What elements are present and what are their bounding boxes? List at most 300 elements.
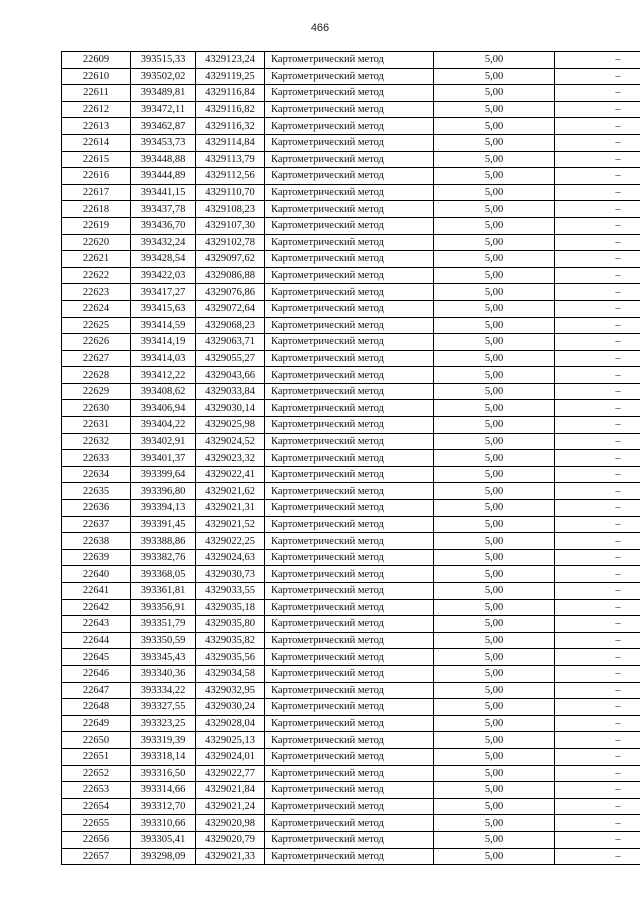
x-coordinate-cell: 393453,73 <box>131 134 196 151</box>
note-cell: – <box>555 184 640 201</box>
accuracy-cell: 5,00 <box>434 151 555 168</box>
method-cell: Картометрический метод <box>265 665 434 682</box>
y-coordinate-cell: 4329102,78 <box>196 234 265 251</box>
method-cell: Картометрический метод <box>265 184 434 201</box>
accuracy-cell: 5,00 <box>434 367 555 384</box>
table-row <box>62 748 640 765</box>
method-cell: Картометрический метод <box>265 699 434 716</box>
y-coordinate-cell: 4329021,62 <box>196 483 265 500</box>
y-coordinate-cell: 4329097,62 <box>196 251 265 268</box>
accuracy-cell: 5,00 <box>434 649 555 666</box>
coordinates-table-body <box>62 52 640 865</box>
point-number-cell: 22625 <box>62 317 131 334</box>
method-cell: Картометрический метод <box>265 848 434 865</box>
point-number-cell: 22631 <box>62 417 131 434</box>
table-row <box>62 815 640 832</box>
y-coordinate-cell: 4329025,98 <box>196 417 265 434</box>
table-row <box>62 632 640 649</box>
note-cell: – <box>555 101 640 118</box>
accuracy-cell: 5,00 <box>434 549 555 566</box>
x-coordinate-cell: 393396,80 <box>131 483 196 500</box>
note-cell: – <box>555 815 640 832</box>
point-number-cell: 22654 <box>62 798 131 815</box>
point-number-cell: 22610 <box>62 68 131 85</box>
y-coordinate-cell: 4329108,23 <box>196 201 265 218</box>
y-coordinate-cell: 4329086,88 <box>196 267 265 284</box>
x-coordinate-cell: 393388,86 <box>131 533 196 550</box>
point-number-cell: 22642 <box>62 599 131 616</box>
point-number-cell: 22617 <box>62 184 131 201</box>
table-row <box>62 599 640 616</box>
table-row <box>62 616 640 633</box>
x-coordinate-cell: 393437,78 <box>131 201 196 218</box>
note-cell: – <box>555 400 640 417</box>
method-cell: Картометрический метод <box>265 251 434 268</box>
accuracy-cell: 5,00 <box>434 118 555 135</box>
y-coordinate-cell: 4329025,13 <box>196 732 265 749</box>
accuracy-cell: 5,00 <box>434 317 555 334</box>
point-number-cell: 22615 <box>62 151 131 168</box>
x-coordinate-cell: 393414,03 <box>131 350 196 367</box>
point-number-cell: 22622 <box>62 267 131 284</box>
accuracy-cell: 5,00 <box>434 682 555 699</box>
y-coordinate-cell: 4329024,01 <box>196 748 265 765</box>
table-row <box>62 52 640 69</box>
x-coordinate-cell: 393394,13 <box>131 500 196 517</box>
y-coordinate-cell: 4329030,24 <box>196 699 265 716</box>
x-coordinate-cell: 393402,91 <box>131 433 196 450</box>
note-cell: – <box>555 583 640 600</box>
point-number-cell: 22619 <box>62 217 131 234</box>
x-coordinate-cell: 393515,33 <box>131 52 196 69</box>
table-row <box>62 649 640 666</box>
method-cell: Картометрический метод <box>265 217 434 234</box>
x-coordinate-cell: 393441,15 <box>131 184 196 201</box>
accuracy-cell: 5,00 <box>434 267 555 284</box>
y-coordinate-cell: 4329068,23 <box>196 317 265 334</box>
note-cell: – <box>555 549 640 566</box>
accuracy-cell: 5,00 <box>434 251 555 268</box>
method-cell: Картометрический метод <box>265 367 434 384</box>
table-row <box>62 665 640 682</box>
method-cell: Картометрический метод <box>265 798 434 815</box>
table-row <box>62 151 640 168</box>
x-coordinate-cell: 393310,66 <box>131 815 196 832</box>
table-row <box>62 466 640 483</box>
table-row <box>62 118 640 135</box>
accuracy-cell: 5,00 <box>434 234 555 251</box>
point-number-cell: 22632 <box>62 433 131 450</box>
y-coordinate-cell: 4329110,70 <box>196 184 265 201</box>
note-cell: – <box>555 383 640 400</box>
table-row <box>62 234 640 251</box>
point-number-cell: 22620 <box>62 234 131 251</box>
accuracy-cell: 5,00 <box>434 68 555 85</box>
y-coordinate-cell: 4329035,18 <box>196 599 265 616</box>
method-cell: Картометрический метод <box>265 101 434 118</box>
x-coordinate-cell: 393401,37 <box>131 450 196 467</box>
x-coordinate-cell: 393417,27 <box>131 284 196 301</box>
accuracy-cell: 5,00 <box>434 732 555 749</box>
note-cell: – <box>555 848 640 865</box>
accuracy-cell: 5,00 <box>434 566 555 583</box>
x-coordinate-cell: 393412,22 <box>131 367 196 384</box>
accuracy-cell: 5,00 <box>434 350 555 367</box>
note-cell: – <box>555 765 640 782</box>
y-coordinate-cell: 4329107,30 <box>196 217 265 234</box>
x-coordinate-cell: 393502,02 <box>131 68 196 85</box>
method-cell: Картометрический метод <box>265 466 434 483</box>
x-coordinate-cell: 393314,66 <box>131 782 196 799</box>
accuracy-cell: 5,00 <box>434 450 555 467</box>
point-number-cell: 22635 <box>62 483 131 500</box>
accuracy-cell: 5,00 <box>434 782 555 799</box>
point-number-cell: 22621 <box>62 251 131 268</box>
note-cell: – <box>555 52 640 69</box>
note-cell: – <box>555 466 640 483</box>
table-row <box>62 168 640 185</box>
y-coordinate-cell: 4329033,84 <box>196 383 265 400</box>
coordinates-table <box>61 51 640 865</box>
x-coordinate-cell: 393334,22 <box>131 682 196 699</box>
x-coordinate-cell: 393316,50 <box>131 765 196 782</box>
y-coordinate-cell: 4329113,79 <box>196 151 265 168</box>
x-coordinate-cell: 393462,87 <box>131 118 196 135</box>
x-coordinate-cell: 393318,14 <box>131 748 196 765</box>
table-row <box>62 682 640 699</box>
x-coordinate-cell: 393350,59 <box>131 632 196 649</box>
method-cell: Картометрический метод <box>265 118 434 135</box>
method-cell: Картометрический метод <box>265 715 434 732</box>
point-number-cell: 22630 <box>62 400 131 417</box>
accuracy-cell: 5,00 <box>434 665 555 682</box>
y-coordinate-cell: 4329035,56 <box>196 649 265 666</box>
x-coordinate-cell: 393327,55 <box>131 699 196 716</box>
method-cell: Картометрический метод <box>265 134 434 151</box>
accuracy-cell: 5,00 <box>434 583 555 600</box>
accuracy-cell: 5,00 <box>434 848 555 865</box>
y-coordinate-cell: 4329022,41 <box>196 466 265 483</box>
x-coordinate-cell: 393408,62 <box>131 383 196 400</box>
table-row <box>62 516 640 533</box>
point-number-cell: 22636 <box>62 500 131 517</box>
y-coordinate-cell: 4329020,79 <box>196 831 265 848</box>
method-cell: Картометрический метод <box>265 831 434 848</box>
note-cell: – <box>555 267 640 284</box>
x-coordinate-cell: 393414,59 <box>131 317 196 334</box>
method-cell: Картометрический метод <box>265 151 434 168</box>
table-row <box>62 217 640 234</box>
note-cell: – <box>555 217 640 234</box>
y-coordinate-cell: 4329021,33 <box>196 848 265 865</box>
accuracy-cell: 5,00 <box>434 134 555 151</box>
method-cell: Картометрический метод <box>265 732 434 749</box>
note-cell: – <box>555 566 640 583</box>
table-row <box>62 583 640 600</box>
accuracy-cell: 5,00 <box>434 798 555 815</box>
point-number-cell: 22650 <box>62 732 131 749</box>
note-cell: – <box>555 334 640 351</box>
note-cell: – <box>555 433 640 450</box>
method-cell: Картометрический метод <box>265 748 434 765</box>
y-coordinate-cell: 4329033,55 <box>196 583 265 600</box>
x-coordinate-cell: 393345,43 <box>131 649 196 666</box>
accuracy-cell: 5,00 <box>434 184 555 201</box>
accuracy-cell: 5,00 <box>434 466 555 483</box>
accuracy-cell: 5,00 <box>434 85 555 102</box>
note-cell: – <box>555 699 640 716</box>
point-number-cell: 22616 <box>62 168 131 185</box>
x-coordinate-cell: 393444,89 <box>131 168 196 185</box>
x-coordinate-cell: 393323,25 <box>131 715 196 732</box>
y-coordinate-cell: 4329063,71 <box>196 334 265 351</box>
table-row <box>62 300 640 317</box>
table-row <box>62 317 640 334</box>
method-cell: Картометрический метод <box>265 616 434 633</box>
y-coordinate-cell: 4329055,27 <box>196 350 265 367</box>
y-coordinate-cell: 4329116,32 <box>196 118 265 135</box>
point-number-cell: 22646 <box>62 665 131 682</box>
point-number-cell: 22641 <box>62 583 131 600</box>
point-number-cell: 22645 <box>62 649 131 666</box>
method-cell: Картометрический метод <box>265 383 434 400</box>
point-number-cell: 22657 <box>62 848 131 865</box>
accuracy-cell: 5,00 <box>434 632 555 649</box>
note-cell: – <box>555 350 640 367</box>
y-coordinate-cell: 4329021,24 <box>196 798 265 815</box>
method-cell: Картометрический метод <box>265 317 434 334</box>
accuracy-cell: 5,00 <box>434 334 555 351</box>
x-coordinate-cell: 393415,63 <box>131 300 196 317</box>
note-cell: – <box>555 782 640 799</box>
y-coordinate-cell: 4329076,86 <box>196 284 265 301</box>
y-coordinate-cell: 4329035,80 <box>196 616 265 633</box>
point-number-cell: 22628 <box>62 367 131 384</box>
accuracy-cell: 5,00 <box>434 284 555 301</box>
y-coordinate-cell: 4329123,24 <box>196 52 265 69</box>
y-coordinate-cell: 4329116,82 <box>196 101 265 118</box>
note-cell: – <box>555 251 640 268</box>
point-number-cell: 22647 <box>62 682 131 699</box>
point-number-cell: 22653 <box>62 782 131 799</box>
x-coordinate-cell: 393312,70 <box>131 798 196 815</box>
point-number-cell: 22618 <box>62 201 131 218</box>
note-cell: – <box>555 748 640 765</box>
point-number-cell: 22609 <box>62 52 131 69</box>
note-cell: – <box>555 317 640 334</box>
y-coordinate-cell: 4329030,73 <box>196 566 265 583</box>
accuracy-cell: 5,00 <box>434 748 555 765</box>
x-coordinate-cell: 393448,88 <box>131 151 196 168</box>
y-coordinate-cell: 4329030,14 <box>196 400 265 417</box>
method-cell: Картометрический метод <box>265 450 434 467</box>
note-cell: – <box>555 500 640 517</box>
y-coordinate-cell: 4329024,63 <box>196 549 265 566</box>
note-cell: – <box>555 234 640 251</box>
accuracy-cell: 5,00 <box>434 201 555 218</box>
point-number-cell: 22638 <box>62 533 131 550</box>
table-row <box>62 383 640 400</box>
method-cell: Картометрический метод <box>265 583 434 600</box>
note-cell: – <box>555 85 640 102</box>
x-coordinate-cell: 393340,36 <box>131 665 196 682</box>
method-cell: Картометрический метод <box>265 632 434 649</box>
method-cell: Картометрический метод <box>265 782 434 799</box>
y-coordinate-cell: 4329022,77 <box>196 765 265 782</box>
accuracy-cell: 5,00 <box>434 101 555 118</box>
point-number-cell: 22643 <box>62 616 131 633</box>
x-coordinate-cell: 393368,05 <box>131 566 196 583</box>
method-cell: Картометрический метод <box>265 566 434 583</box>
note-cell: – <box>555 665 640 682</box>
y-coordinate-cell: 4329112,56 <box>196 168 265 185</box>
accuracy-cell: 5,00 <box>434 831 555 848</box>
method-cell: Картометрический метод <box>265 549 434 566</box>
accuracy-cell: 5,00 <box>434 715 555 732</box>
point-number-cell: 22624 <box>62 300 131 317</box>
method-cell: Картометрический метод <box>265 68 434 85</box>
y-coordinate-cell: 4329034,58 <box>196 665 265 682</box>
x-coordinate-cell: 393406,94 <box>131 400 196 417</box>
x-coordinate-cell: 393399,64 <box>131 466 196 483</box>
note-cell: – <box>555 682 640 699</box>
point-number-cell: 22627 <box>62 350 131 367</box>
table-row <box>62 101 640 118</box>
accuracy-cell: 5,00 <box>434 699 555 716</box>
table-row <box>62 251 640 268</box>
accuracy-cell: 5,00 <box>434 815 555 832</box>
point-number-cell: 22637 <box>62 516 131 533</box>
point-number-cell: 22649 <box>62 715 131 732</box>
note-cell: – <box>555 616 640 633</box>
method-cell: Картометрический метод <box>265 815 434 832</box>
table-row <box>62 699 640 716</box>
note-cell: – <box>555 201 640 218</box>
table-row <box>62 134 640 151</box>
note-cell: – <box>555 732 640 749</box>
table-row <box>62 782 640 799</box>
x-coordinate-cell: 393432,24 <box>131 234 196 251</box>
method-cell: Картометрический метод <box>265 334 434 351</box>
note-cell: – <box>555 151 640 168</box>
table-row <box>62 732 640 749</box>
accuracy-cell: 5,00 <box>434 400 555 417</box>
accuracy-cell: 5,00 <box>434 765 555 782</box>
note-cell: – <box>555 367 640 384</box>
point-number-cell: 22639 <box>62 549 131 566</box>
note-cell: – <box>555 284 640 301</box>
note-cell: – <box>555 118 640 135</box>
method-cell: Картометрический метод <box>265 168 434 185</box>
point-number-cell: 22652 <box>62 765 131 782</box>
y-coordinate-cell: 4329043,66 <box>196 367 265 384</box>
y-coordinate-cell: 4329072,64 <box>196 300 265 317</box>
table-row <box>62 500 640 517</box>
accuracy-cell: 5,00 <box>434 433 555 450</box>
point-number-cell: 22626 <box>62 334 131 351</box>
method-cell: Картометрический метод <box>265 52 434 69</box>
table-row <box>62 334 640 351</box>
y-coordinate-cell: 4329119,25 <box>196 68 265 85</box>
table-row <box>62 549 640 566</box>
method-cell: Картометрический метод <box>265 234 434 251</box>
page-number: 466 <box>310 22 330 34</box>
point-number-cell: 22611 <box>62 85 131 102</box>
x-coordinate-cell: 393298,09 <box>131 848 196 865</box>
method-cell: Картометрический метод <box>265 284 434 301</box>
point-number-cell: 22634 <box>62 466 131 483</box>
x-coordinate-cell: 393305,41 <box>131 831 196 848</box>
table-row <box>62 483 640 500</box>
table-row <box>62 765 640 782</box>
method-cell: Картометрический метод <box>265 400 434 417</box>
table-row <box>62 68 640 85</box>
method-cell: Картометрический метод <box>265 85 434 102</box>
accuracy-cell: 5,00 <box>434 516 555 533</box>
accuracy-cell: 5,00 <box>434 500 555 517</box>
accuracy-cell: 5,00 <box>434 533 555 550</box>
point-number-cell: 22629 <box>62 383 131 400</box>
note-cell: – <box>555 134 640 151</box>
x-coordinate-cell: 393391,45 <box>131 516 196 533</box>
method-cell: Картометрический метод <box>265 483 434 500</box>
method-cell: Картометрический метод <box>265 649 434 666</box>
table-row <box>62 433 640 450</box>
table-row <box>62 367 640 384</box>
method-cell: Картометрический метод <box>265 500 434 517</box>
accuracy-cell: 5,00 <box>434 168 555 185</box>
point-number-cell: 22612 <box>62 101 131 118</box>
y-coordinate-cell: 4329114,84 <box>196 134 265 151</box>
note-cell: – <box>555 798 640 815</box>
note-cell: – <box>555 168 640 185</box>
table-row <box>62 85 640 102</box>
accuracy-cell: 5,00 <box>434 383 555 400</box>
method-cell: Картометрический метод <box>265 201 434 218</box>
point-number-cell: 22644 <box>62 632 131 649</box>
accuracy-cell: 5,00 <box>434 417 555 434</box>
accuracy-cell: 5,00 <box>434 599 555 616</box>
point-number-cell: 22623 <box>62 284 131 301</box>
method-cell: Картометрический метод <box>265 417 434 434</box>
note-cell: – <box>555 483 640 500</box>
x-coordinate-cell: 393414,19 <box>131 334 196 351</box>
y-coordinate-cell: 4329021,52 <box>196 516 265 533</box>
y-coordinate-cell: 4329028,04 <box>196 715 265 732</box>
method-cell: Картометрический метод <box>265 300 434 317</box>
x-coordinate-cell: 393356,91 <box>131 599 196 616</box>
point-number-cell: 22656 <box>62 831 131 848</box>
y-coordinate-cell: 4329021,31 <box>196 500 265 517</box>
y-coordinate-cell: 4329116,84 <box>196 85 265 102</box>
table-row <box>62 267 640 284</box>
point-number-cell: 22655 <box>62 815 131 832</box>
y-coordinate-cell: 4329023,32 <box>196 450 265 467</box>
point-number-cell: 22613 <box>62 118 131 135</box>
accuracy-cell: 5,00 <box>434 616 555 633</box>
note-cell: – <box>555 599 640 616</box>
table-row <box>62 798 640 815</box>
y-coordinate-cell: 4329035,82 <box>196 632 265 649</box>
table-row <box>62 831 640 848</box>
table-row <box>62 417 640 434</box>
x-coordinate-cell: 393422,03 <box>131 267 196 284</box>
method-cell: Картометрический метод <box>265 433 434 450</box>
accuracy-cell: 5,00 <box>434 300 555 317</box>
note-cell: – <box>555 632 640 649</box>
accuracy-cell: 5,00 <box>434 483 555 500</box>
table-row <box>62 715 640 732</box>
